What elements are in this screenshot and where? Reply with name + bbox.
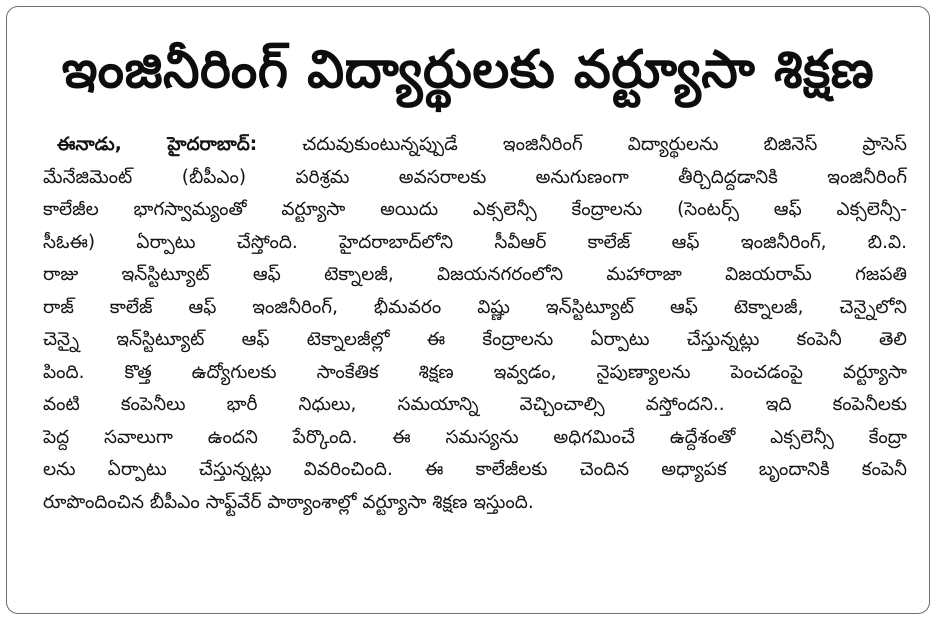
article-body: [43, 129, 907, 519]
article-line: చెన్నై ఇన్‌స్టిట్యూట్ ఆఫ్ టెక్నాలజీల్లో ఈ కేంద్రాలను ఏర్పాటు చేస్తున్నట్లు కంపెనీ తెలి: [43, 329, 907, 350]
article-line: సీఓఈ) ఏర్పాటు చేస్తోంది. హైదరాబాద్‌లోని సీవీఆర్ కాలేజ్ ఆఫ్ ఇంజినీరింగ్, బి.వి.: [43, 231, 907, 253]
article-line: కాలేజీల భాగస్వామ్యంతో వర్ట్యూసా అయిదు ఎక్సలెన్సీ కేంద్రాలను (సెంటర్స్ ఆఫ్ ఎక్సలెన్సీ-: [43, 199, 907, 220]
article-line: రాజ్ కాలేజ్ ఆఫ్ ఇంజినీరింగ్, భీమవరం విష్ణు ఇన్‌స్టిట్యూట్ ఆఫ్ టెక్నాలజీ, చెన్నైలోని: [43, 296, 907, 318]
article-line: మేనేజిమెంట్ (బీపీఎం) పరిశ్రమ అవసరాలకు అనుగుణంగా తీర్చిదిద్దడానికి ఇంజినీరింగ్: [43, 166, 907, 188]
headline: ఇంజినీరింగ్ విద్యార్థులకు వర్ట్యూసా శిక్షణ: [61, 40, 875, 100]
article-line: [43, 129, 907, 162]
article-line: పెద్ద సవాలుగా ఉందని పేర్కొంది. ఈ సమస్యను అధిగమించే ఉద్దేశంతో ఎక్సలెన్సీ కేంద్రా: [43, 426, 907, 448]
article-line-text: చదువుకుంటున్నప్పుడే ఇంజినీరింగ్ విద్యార్థులను బిజినెస్ ప్రాసెస్: [302, 134, 907, 155]
article-line: లను ఏర్పాటు చేస్తున్నట్లు వివరించింది. ఈ కాలేజీలకు చెందిన అధ్యాపక బృందానికి కంపెనీ: [43, 459, 907, 480]
article-line: వంటి కంపెనీలు భారీ నిధులు, సమయాన్ని వెచ్చించాల్సి వస్తోందని.. ఇది కంపెనీలకు: [43, 394, 907, 415]
article-line: రూపొందించిన బీపీఎం సాఫ్ట్‌వేర్ పాఠ్యాంశాల్లో వర్ట్యూసా శిక్షణ ఇస్తుంది.: [43, 491, 534, 513]
dateline: ఈనాడు, హైదరాబాద్:: [57, 134, 258, 155]
article-line: రాజు ఇన్‌స్టిట్యూట్ ఆఫ్ టెక్నాలజీ, విజయనగరంలోని మహారాజా విజయరామ్ గజపతి: [43, 264, 907, 285]
article-clipping: [6, 6, 930, 614]
article-line: పింది. కొత్త ఉద్యోగులకు సాంకేతిక శిక్షణ ఇవ్వడం, నైపుణ్యాలను పెంచడంపై వర్ట్యూసా: [43, 361, 907, 383]
